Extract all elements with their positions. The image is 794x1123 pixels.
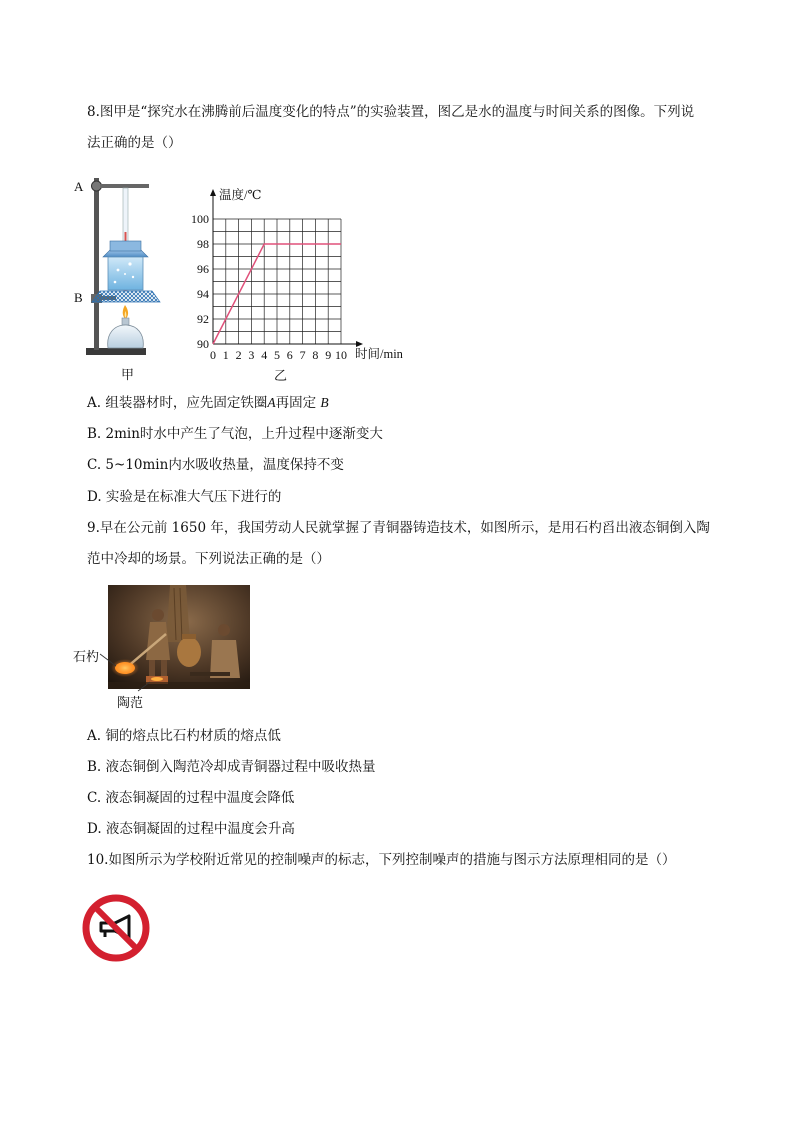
q8-option-a-prefix: A. 组装器材时，应先固定铁圈 <box>87 395 268 411</box>
x-tick-label: 6 <box>286 348 293 362</box>
q9-option-d[interactable]: D. 液态铜凝固的过程中温度会升高 <box>87 821 295 837</box>
label-mold: 陶范 <box>117 696 144 711</box>
q8-option-b[interactable]: B. 2min时水中产生了气泡，上升过程中逐渐变大 <box>87 426 383 442</box>
q9-option-a[interactable]: A. 铜的熔点比石杓材质的熔点低 <box>87 728 281 744</box>
x-tick-label: 2 <box>235 348 242 362</box>
x-tick-label: 0 <box>210 348 216 362</box>
q9-option-b[interactable]: B. 液态铜倒入陶范冷却成青铜器过程中吸收热量 <box>87 759 376 775</box>
y-tick-label: 100 <box>191 212 209 226</box>
x-tick-label: 7 <box>299 348 306 362</box>
alcohol-lamp <box>108 325 144 348</box>
q10-stem: 10.如图所示为学校附近常见的控制噪声的标志，下列控制噪声的措施与图示方法原理相同的是（） <box>87 852 676 868</box>
y-axis-label: 温度/℃ <box>219 188 262 202</box>
temperature-graph <box>188 178 416 388</box>
apparatus-figure <box>70 162 185 387</box>
x-tick-label: 10 <box>335 348 347 362</box>
x-tick-label: 9 <box>325 348 332 362</box>
x-tick-label: 3 <box>248 348 255 362</box>
q8-stem-line2: 法正确的是（） <box>87 135 182 151</box>
q8-stem-line1: 8.图甲是“探究水在沸腾前后温度变化的特点”的实验装置，图乙是水的温度与时间关系的图像。下列说 <box>87 104 695 120</box>
label-b: B <box>74 290 83 305</box>
q8-option-a-var1: A <box>267 395 276 410</box>
wire-gauze <box>92 291 160 302</box>
apparatus-caption: 甲 <box>121 367 135 382</box>
q9-stem-line1: 9.早在公元前 1650 年，我国劳动人民就掌握了青铜器铸造技术，如图所示，是用石杓舀出液态铜倒入陶 <box>87 520 710 536</box>
arm-a <box>100 184 149 188</box>
x-tick-label: 5 <box>274 348 280 362</box>
x-tick-label: 1 <box>222 348 229 362</box>
no-horn-icon <box>81 893 151 963</box>
label-a: A <box>74 179 84 194</box>
stand-rod <box>94 178 99 350</box>
label-ladle: 石杓 <box>73 650 100 665</box>
temperature-time-chart <box>188 178 416 388</box>
q8-option-a-var2: B <box>320 395 329 410</box>
y-tick-label: 92 <box>197 312 209 326</box>
boiling-apparatus-illustration <box>70 162 185 387</box>
y-tick-label: 98 <box>197 237 209 251</box>
q9-option-c[interactable]: C. 液态铜凝固的过程中温度会降低 <box>87 790 295 806</box>
q8-option-c[interactable]: C. 5~10min内水吸收热量，温度保持不变 <box>87 457 344 473</box>
x-tick-label: 8 <box>312 348 319 362</box>
graph-caption: 乙 <box>274 369 288 384</box>
q8-option-a-mid: 再固定 <box>275 395 317 411</box>
q8-option-a[interactable] <box>87 393 329 413</box>
y-tick-label: 94 <box>197 287 209 301</box>
x-tick-label: 4 <box>261 348 268 362</box>
y-tick-label: 90 <box>197 337 209 351</box>
x-axis-label: 时间/min <box>355 347 403 361</box>
y-axis-arrow <box>210 189 216 196</box>
no-honking-sign <box>81 893 151 963</box>
y-tick-label: 96 <box>197 262 209 276</box>
q8-option-d[interactable]: D. 实验是在标准大气压下进行的 <box>87 489 282 505</box>
q9-stem-line2: 范中冷却的场景。下列说法正确的是（） <box>87 551 330 567</box>
